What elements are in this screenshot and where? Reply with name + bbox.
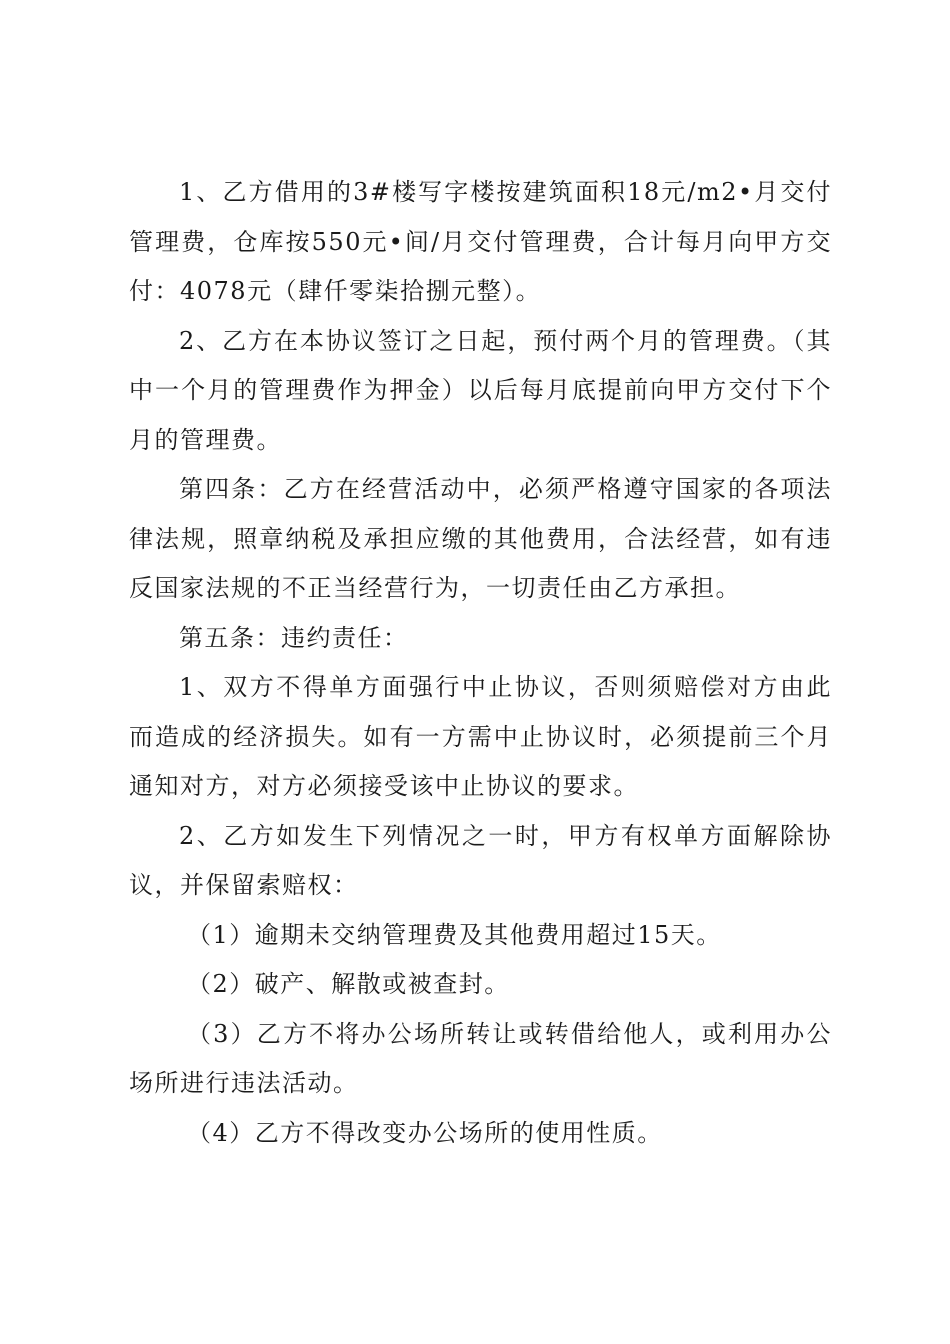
list-item-bankruptcy: （2）破产、解散或被查封。: [187, 970, 510, 998]
paragraph-prepayment: 2、乙方在本协议签订之日起，预付两个月的管理费。（其中一个月的管理费作为押金）以后每月底提前向甲方交付下个月的管理费。: [129, 326, 832, 454]
paragraph-fee-terms: 1、乙方借用的3#楼写字楼按建筑面积18元/m2•月交付管理费，仓库按550元•间/月交付管理费，合计每月向甲方交付：4078元（肆仟零柒拾捌元整）。: [129, 178, 832, 305]
list-item-sublease: （3）乙方不将办公场所转让或转借给他人，或利用办公场所进行违法活动。: [129, 1019, 832, 1097]
list-item-usage: （4）乙方不得改变办公场所的使用性质。: [187, 1118, 663, 1147]
paragraph-article-four: 第四条：乙方在经营活动中，必须严格遵守国家的各项法律法规，照章纳税及承担应缴的其他费用，合法经营，如有违反国家法规的不正当经营行为，一切责任由乙方承担。: [129, 475, 832, 602]
paragraph-article-five-heading: 第五条：违约责任：: [179, 623, 409, 652]
paragraph-breach-clause-one: 1、双方不得单方面强行中止协议，否则须赔偿对方由此而造成的经济损失。如有一方需中止协议时，必须提前三个月通知对方，对方必须接受该中止协议的要求。: [129, 673, 832, 800]
document-body: [129, 168, 832, 1158]
list-item-overdue: （1）逾期未交纳管理费及其他费用超过15天。: [187, 920, 722, 949]
paragraph-breach-clause-two: 2、乙方如发生下列情况之一时，甲方有权单方面解除协议，并保留索赔权：: [129, 821, 832, 899]
